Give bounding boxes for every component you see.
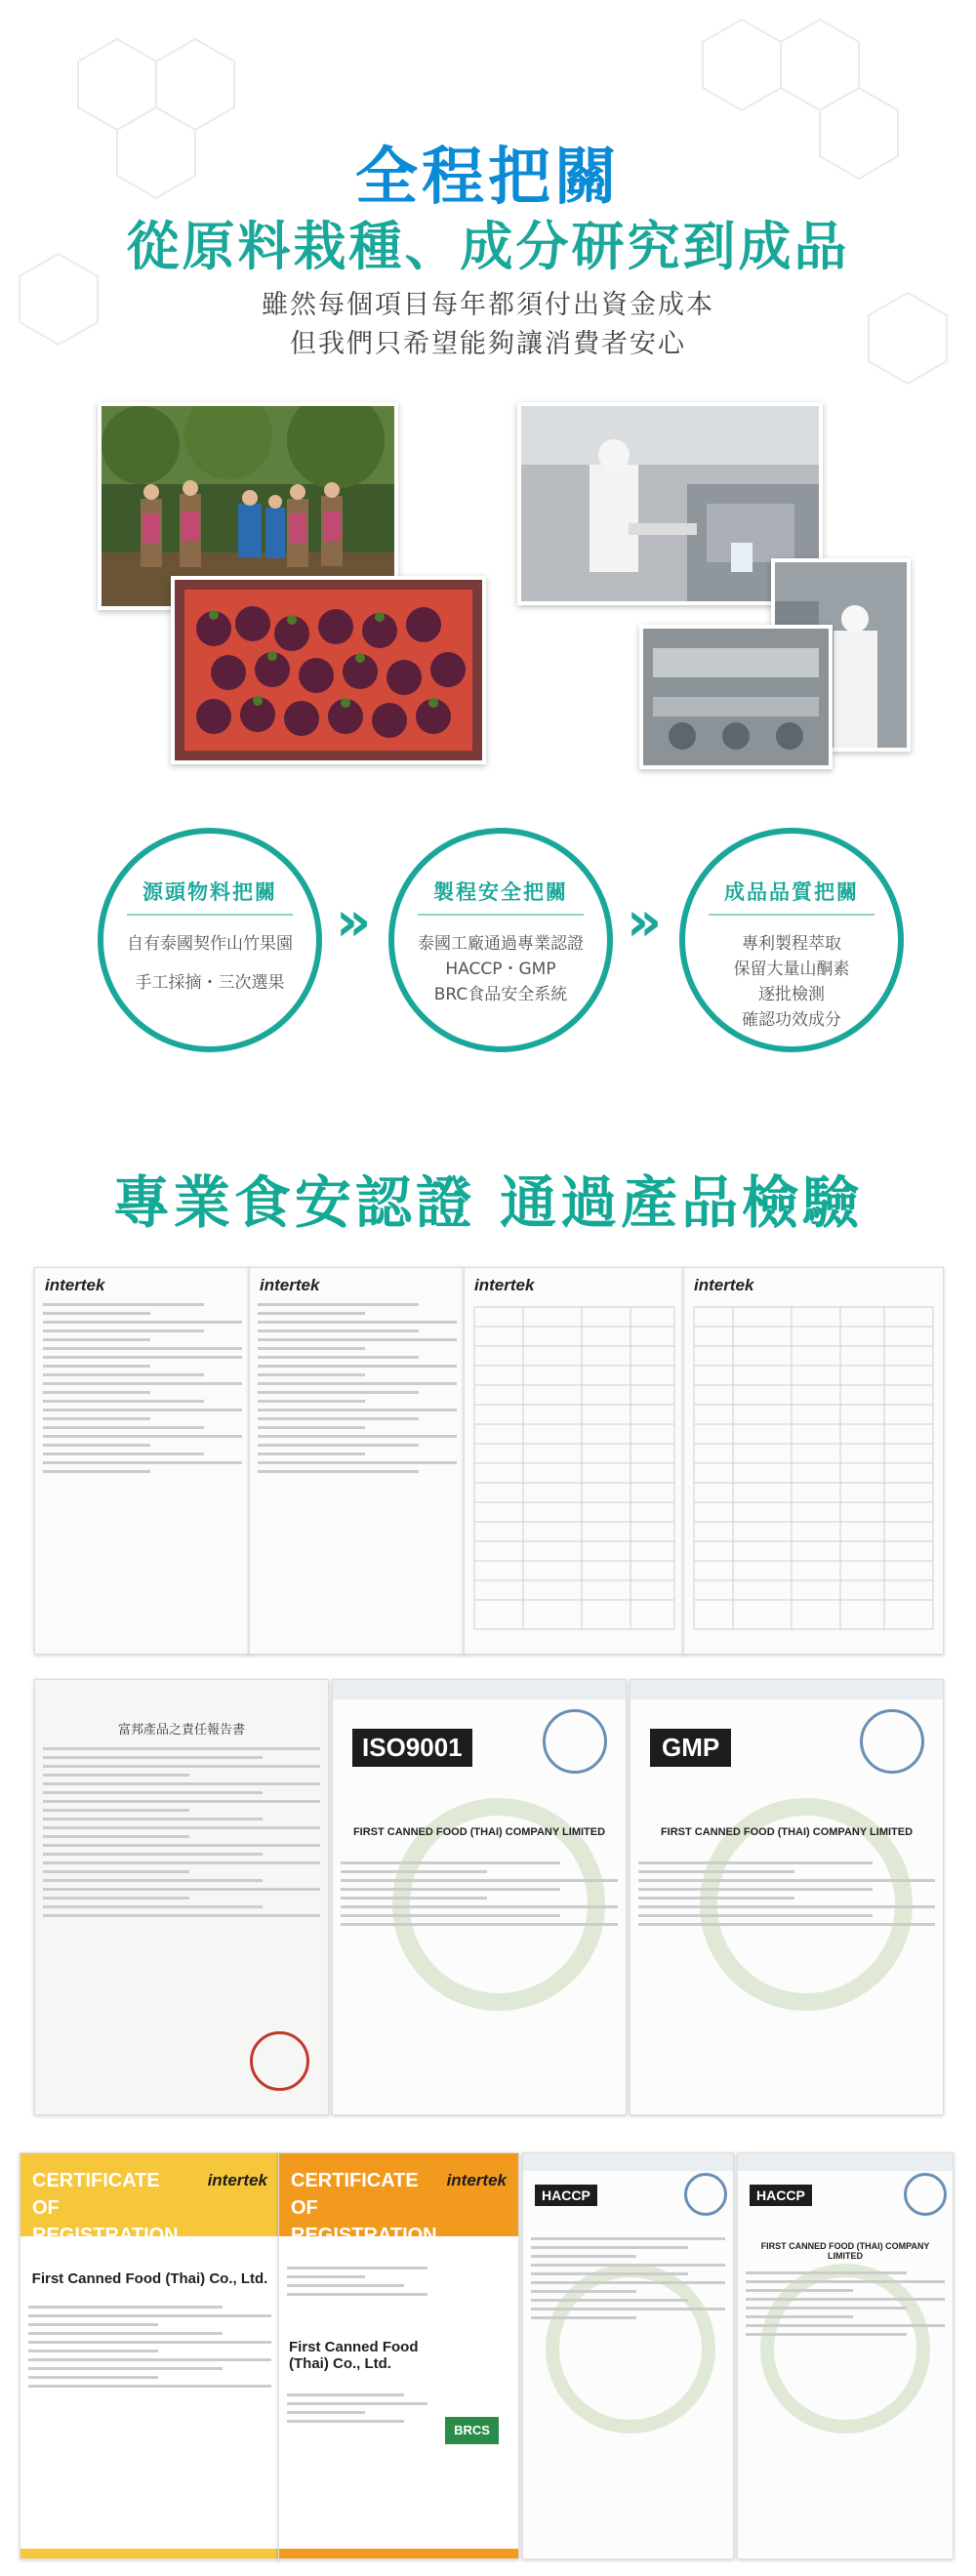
machinery-photo: [639, 625, 833, 769]
step-line: 確認功效成分: [742, 1010, 841, 1030]
intertek-brc-certificate: [278, 2152, 519, 2559]
certification-section-title: 專業食安認證 通過產品檢驗: [112, 1169, 864, 1236]
step-line: 逐批檢測: [758, 985, 825, 1004]
description-line-1: 雖然每個項目每年都須付出資金成本: [262, 290, 714, 320]
chevron-right-icon: »: [336, 890, 372, 954]
certificate-company-name: First Canned Food (Thai) Co., Ltd.: [31, 2270, 268, 2287]
intertek-report-3: [464, 1267, 685, 1655]
intertek-logo: intertek: [446, 2171, 507, 2189]
chevron-right-icon: »: [627, 890, 663, 954]
step-line: 自有泰國契作山竹果園: [127, 934, 293, 954]
certification-seal: [904, 2173, 947, 2216]
step-line: BRC食品安全系統: [433, 985, 568, 1004]
iso9001-certificate: [332, 1679, 627, 2115]
mangosteen-crate-photo: [171, 576, 486, 764]
divider: [709, 914, 874, 916]
report-table: [465, 1297, 684, 1639]
iso9001-mark: ISO9001: [352, 1729, 472, 1767]
certification-seal: [684, 2173, 727, 2216]
step-source-circle: [98, 828, 322, 1052]
step-line: HACCP・GMP: [445, 960, 556, 979]
intertek-logo: intertek: [260, 1276, 320, 1294]
gmp-mark: GMP: [650, 1729, 731, 1767]
divider: [418, 914, 584, 916]
haccp-certificate-thai: [522, 2152, 734, 2559]
intertek-logo: intertek: [45, 1276, 105, 1294]
intertek-report-1: [34, 1267, 251, 1655]
step-line: 手工採摘・三次選果: [135, 973, 285, 993]
divider: [127, 914, 293, 916]
step-title: 製程安全把關: [433, 880, 568, 904]
step-quality-circle: [679, 828, 904, 1052]
haccp-certificate-english: [737, 2152, 954, 2559]
step-title: 成品品質把關: [724, 880, 859, 904]
certificate-heading: CERTIFICATE OF REGISTRATION: [291, 2170, 437, 2246]
report-table: [684, 1297, 943, 1639]
fubon-liability-report: [34, 1679, 329, 2115]
intertek-report-4: [683, 1267, 944, 1655]
page-subtitle: 從原料栽種、成分研究到成品: [126, 216, 850, 277]
step-title: 源頭物料把關: [142, 880, 277, 904]
haccp-mark: HACCP: [750, 2185, 812, 2206]
page-title: 全程把關: [355, 142, 621, 214]
step-line: 專利製程萃取: [742, 934, 841, 954]
gmp-certificate: [630, 1679, 944, 2115]
certificate-company: FIRST CANNED FOOD (THAI) COMPANY LIMITED: [760, 2241, 930, 2261]
step-line: 保留大量山酮素: [733, 960, 850, 979]
description-line-2: 但我們只希望能夠讓消費者安心: [290, 329, 686, 359]
certification-seal: [543, 1709, 607, 1774]
intertek-logo: intertek: [474, 1276, 535, 1294]
haccp-mark: HACCP: [535, 2185, 597, 2206]
certificate-company-name: First Canned Food (Thai) Co., Ltd.: [289, 2339, 419, 2372]
brcs-logo: BRCS: [445, 2417, 499, 2444]
step-line: 泰國工廠通過專業認證: [418, 934, 584, 954]
company-seal: [250, 2031, 309, 2091]
certificate-company: FIRST CANNED FOOD (THAI) COMPANY LIMITED: [660, 1826, 914, 1838]
certificate-heading: CERTIFICATE OF REGISTRATION: [32, 2170, 179, 2246]
intertek-haccp-certificate: [20, 2152, 280, 2559]
intertek-logo: intertek: [694, 1276, 754, 1294]
report-header: 富邦產品之責任報告書: [117, 1723, 245, 1738]
step-process-circle: [388, 828, 613, 1052]
intertek-logo: intertek: [207, 2171, 267, 2189]
certificate-company: FIRST CANNED FOOD (THAI) COMPANY LIMITED: [352, 1826, 606, 1838]
certification-seal: [860, 1709, 924, 1774]
intertek-report-2: [249, 1267, 466, 1655]
